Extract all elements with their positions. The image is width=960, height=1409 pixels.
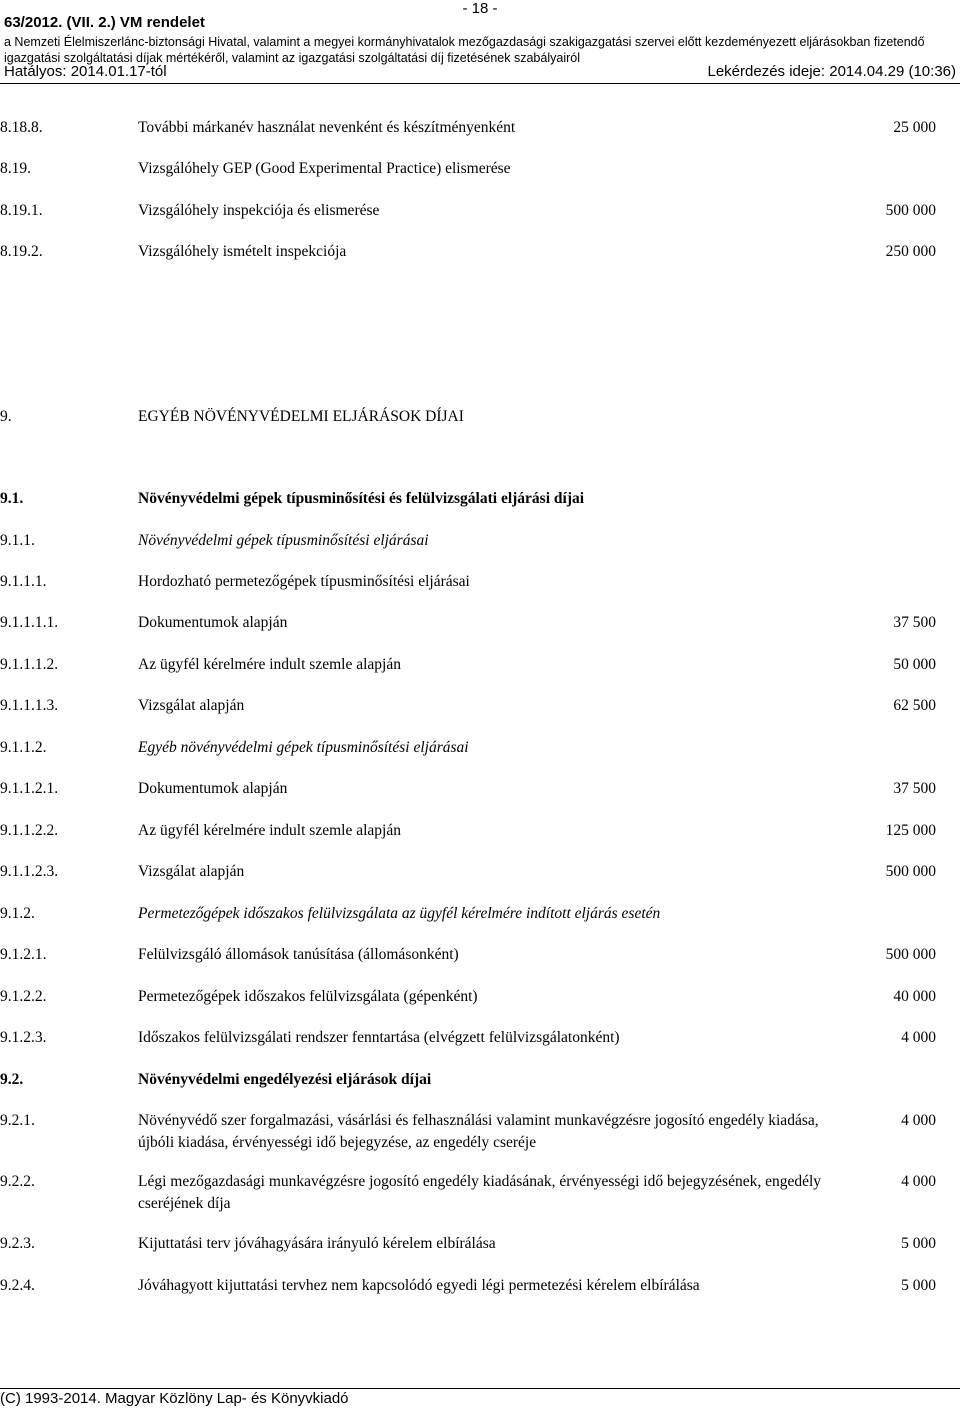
item-amount: 500 000 <box>885 863 936 880</box>
item-number: 9.1.2.2. <box>0 988 47 1005</box>
item-amount: 5 000 <box>901 1235 936 1252</box>
item-number: 9.1.2.3. <box>0 1029 47 1046</box>
effective-date: Hatályos: 2014.01.17-tól <box>4 63 167 80</box>
item-number: 8.18.8. <box>0 119 43 136</box>
item-description: Jóváhagyott kijuttatási tervhez nem kapcsolódó egyedi légi permetezési kérelem elbírálása <box>138 1277 700 1294</box>
item-description: Növényvédelmi gépek típusminősítési és felülvizsgálati eljárási díjai <box>138 490 585 507</box>
query-time: Lekérdezés ideje: 2014.04.29 (10:36) <box>707 63 956 80</box>
item-number: 9.2.4. <box>0 1277 35 1294</box>
item-amount: 4 000 <box>901 1112 936 1129</box>
item-amount: 125 000 <box>885 822 936 839</box>
item-number: 9.1.2. <box>0 905 35 922</box>
item-description: Növényvédelmi engedélyezési eljárások díjai <box>138 1071 432 1088</box>
item-amount: 25 000 <box>893 119 936 136</box>
item-description: Vizsgálat alapján <box>138 863 245 880</box>
item-description: EGYÉB NÖVÉNYVÉDELMI ELJÁRÁSOK DÍJAI <box>138 408 464 425</box>
item-number: 9.1. <box>0 490 24 507</box>
header-meta-row <box>4 63 956 81</box>
item-amount: 4 000 <box>901 1029 936 1046</box>
item-amount: 250 000 <box>885 243 936 260</box>
item-number: 9.1.1.2.2. <box>0 822 59 839</box>
item-description: Felülvizsgáló állomások tanúsítása (állomásonként) <box>138 946 459 963</box>
item-number: 9.1.1.2.1. <box>0 780 59 797</box>
document-title: 63/2012. (VII. 2.) VM rendelet <box>4 14 205 31</box>
item-description: További márkanév használat nevenként és készítményenként <box>138 119 516 136</box>
item-description: Egyéb növényvédelmi gépek típusminősítési eljárásai <box>138 739 469 756</box>
item-amount: 500 000 <box>885 946 936 963</box>
item-number: 9. <box>0 408 12 425</box>
footer-divider <box>0 1388 960 1389</box>
item-amount: 5 000 <box>901 1277 936 1294</box>
item-description: Dokumentumok alapján <box>138 614 288 631</box>
item-description: Növényvédő szer forgalmazási, vásárlási és felhasználási valamint munkavégzésre jogosító engedély kiadása, újbóli kiadása, érvényességi idő bejegyzése, az engedély cseréje <box>138 1112 819 1151</box>
item-number: 8.19.1. <box>0 202 43 219</box>
item-description: Az ügyfél kérelmére indult szemle alapján <box>138 656 401 673</box>
item-description: Permetezőgépek időszakos felülvizsgálata az ügyfél kérelmére indított eljárás esetén <box>138 905 661 922</box>
item-number: 9.2.1. <box>0 1112 35 1129</box>
item-description: Vizsgálóhely ismételt inspekciója <box>138 243 347 260</box>
item-amount: 37 500 <box>893 614 936 631</box>
item-description: Dokumentumok alapján <box>138 780 288 797</box>
document-subtitle: a Nemzeti Élelmiszerlánc-biztonsági Hivatal, valamint a megyei kormányhivatalok mezőgazdasági szakigazgatási szervei előtt kezdeményezett eljárásokban fizetendő igazgatási szolgáltatási díjak mértékéről, valamint az igazgatási szolgáltatási díj fizetésének szabályairól <box>4 35 925 65</box>
item-number: 9.1.2.1. <box>0 946 47 963</box>
item-number: 8.19. <box>0 160 31 177</box>
item-number: 9.1.1.1.1. <box>0 614 59 631</box>
item-number: 9.2.3. <box>0 1235 35 1252</box>
item-description: Az ügyfél kérelmére indult szemle alapján <box>138 822 401 839</box>
item-number: 9.1.1.2. <box>0 739 47 756</box>
item-description: Hordozható permetezőgépek típusminősítési eljárásai <box>138 573 470 590</box>
item-amount: 50 000 <box>893 656 936 673</box>
copyright-footer: (C) 1993-2014. Magyar Közlöny Lap- és Könyvkiadó <box>0 1390 349 1407</box>
page-number: - 18 - <box>462 0 498 17</box>
item-number: 9.1.1.1. <box>0 573 47 590</box>
item-number: 9.1.1.1.3. <box>0 697 59 714</box>
item-number: 9.2. <box>0 1071 24 1088</box>
item-number: 9.1.1.1.2. <box>0 656 59 673</box>
item-description: Vizsgálóhely inspekciója és elismerése <box>138 202 380 219</box>
item-description: Vizsgálat alapján <box>138 697 245 714</box>
item-amount: 40 000 <box>893 988 936 1005</box>
item-amount: 4 000 <box>901 1173 936 1190</box>
item-number: 9.1.1. <box>0 532 35 549</box>
item-description: Növényvédelmi gépek típusminősítési eljárásai <box>138 532 429 549</box>
item-description: Légi mezőgazdasági munkavégzésre jogosító engedély kiadásának, érvényességi idő bejegyzésének, engedély cseréjének díja <box>138 1173 822 1212</box>
item-amount: 500 000 <box>885 202 936 219</box>
header-divider <box>0 83 960 84</box>
item-number: 9.2.2. <box>0 1173 35 1190</box>
item-number: 9.1.1.2.3. <box>0 863 59 880</box>
item-description: Permetezőgépek időszakos felülvizsgálata (gépenként) <box>138 988 478 1005</box>
item-amount: 62 500 <box>893 697 936 714</box>
item-description: Vizsgálóhely GEP (Good Experimental Practice) elismerése <box>138 160 511 177</box>
item-description: Kijuttatási terv jóváhagyására irányuló kérelem elbírálása <box>138 1235 496 1252</box>
item-description: Időszakos felülvizsgálati rendszer fenntartása (elvégzett felülvizsgálatonként) <box>138 1029 620 1046</box>
item-number: 8.19.2. <box>0 243 43 260</box>
item-amount: 37 500 <box>893 780 936 797</box>
